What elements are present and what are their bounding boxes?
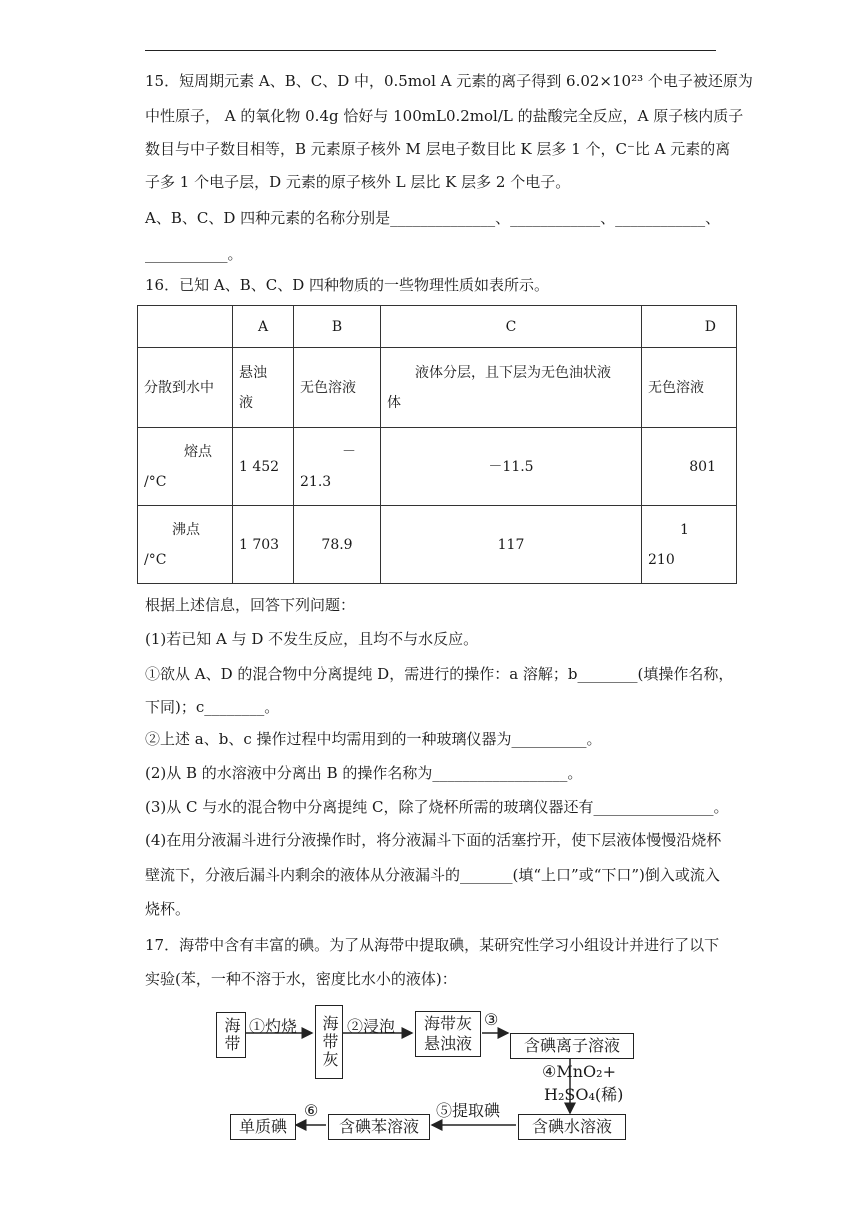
q15-line2: 中性原子， A 的氧化物 0.4g 恰好与 100mL0.2mol/L 的盐酸完全反应，A 原子核内质子 [145,107,744,125]
q16-sub4-line2: 壁流下，分液后漏斗内剩余的液体从分液漏斗的_______(填“上口”或“下口”)倒入或流入 [145,866,720,884]
q16-intro: 16．已知 A、B、C、D 四种物质的一些物理性质如表所示。 [145,276,549,294]
box-iodine-benzene: 含碘苯溶液 [328,1114,430,1140]
cell-d-boiling: 1 210 [642,506,737,584]
q16-sub4-line1: (4)在用分液漏斗进行分液操作时，将分液漏斗下面的活塞拧开，使下层液体慢慢沿烧杯 [145,831,722,849]
properties-table [137,305,737,584]
row-label-melting: 熔点 /°C [138,428,233,506]
row-label-boiling: 沸点 /°C [138,506,233,584]
q15-line4: 子多 1 个电子层，D 元素的原子核外 L 层比 K 层多 2 个电子。 [145,173,571,191]
header-cell-a: A [233,306,294,348]
step-6-label: ⑥ [304,1101,319,1120]
box-elemental-iodine: 单质碘 [230,1114,296,1140]
step-4-label-a: ④MnO₂+ [542,1062,616,1081]
table-row [138,506,737,584]
cell-c-melting: －11.5 [381,428,642,506]
box-ash-suspension-line2: 悬浊液 [423,1034,472,1053]
cell-d-dispersion: 无色溶液 [642,348,737,428]
table-row [138,348,737,428]
cell-c-boiling: 117 [381,506,642,584]
table-header-row [138,306,737,348]
cell-b-melting: － 21.3 [294,428,381,506]
cell-a-boiling: 1 703 [233,506,294,584]
cell-c-dispersion: 液体分层，且下层为无色油状液 体 [381,348,642,428]
q17-line1: 17．海带中含有丰富的碘。为了从海带中提取碘，某研究性学习小组设计并进行了以下 [145,936,720,954]
q16-sub2: (2)从 B 的水溶液中分离出 B 的操作名称为__________________。 [145,764,583,782]
q15-line5: A、B、C、D 四种元素的名称分别是______________、____________、____________、 [145,209,721,227]
q16-sub1: (1)若已知 A 与 D 不发生反应，且均不与水反应。 [145,630,479,648]
box-ash-suspension [415,1011,481,1057]
cell-b-dispersion: 无色溶液 [294,348,381,428]
table-row [138,428,737,506]
step-5-label: ⑤提取碘 [436,1101,501,1120]
step-4-label-b: H₂SO₄(稀) [544,1085,624,1104]
header-cell-b: B [294,306,381,348]
top-rule [145,50,716,51]
q15-line3: 数目与中子数目相等，B 元素原子核外 M 层电子数目比 K 层多 1 个，C⁻比 A 元素的离 [145,140,731,158]
q16-sub1a-line1: ①欲从 A、D 的混合物中分离提纯 D，需进行的操作：a 溶解；b________(填操作名称， [145,665,734,683]
q15-line1: 15．短周期元素 A、B、C、D 中，0.5mol A 元素的离子得到 6.02×10²³ 个电子被还原为 [145,72,753,90]
header-cell-c: C [381,306,642,348]
q16-lead: 根据上述信息，回答下列问题： [145,596,356,614]
cell-d-melting: 801 [642,428,737,506]
q15-line6: ___________。 [145,245,243,263]
step-3-label: ③ [484,1010,499,1029]
q17-line2: 实验(苯，一种不溶于水，密度比水小的液体)： [145,970,457,988]
header-cell-empty [138,306,233,348]
cell-a-dispersion: 悬浊 液 [233,348,294,428]
cell-b-boiling: 78.9 [294,506,381,584]
q16-sub3: (3)从 C 与水的混合物中分离提纯 C，除了烧杯所需的玻璃仪器还有________________。 [145,798,729,816]
box-iodine-water: 含碘水溶液 [518,1114,626,1140]
step-2-label: ②浸泡 [347,1017,396,1036]
box-ash-suspension-line1: 海带灰 [423,1014,472,1033]
box-seaweed [216,1012,246,1058]
box-seaweed-label: 海带 [222,1017,241,1053]
step-1-label: ①灼烧 [249,1017,298,1036]
q16-sub1b: ②上述 a、b、c 操作过程中均需用到的一种玻璃仪器为__________。 [145,730,602,748]
box-seaweed-ash [315,1005,343,1079]
box-seaweed-ash-label: 海带灰 [320,1015,339,1069]
row-label-dispersion: 分散到水中 [138,348,233,428]
q16-sub4-line3: 烧杯。 [145,900,191,918]
cell-a-melting: 1 452 [233,428,294,506]
header-cell-d: D [642,306,737,348]
q16-sub1a-line2: 下同)；c________。 [145,698,280,716]
box-iodide-solution: 含碘离子溶液 [510,1033,634,1059]
